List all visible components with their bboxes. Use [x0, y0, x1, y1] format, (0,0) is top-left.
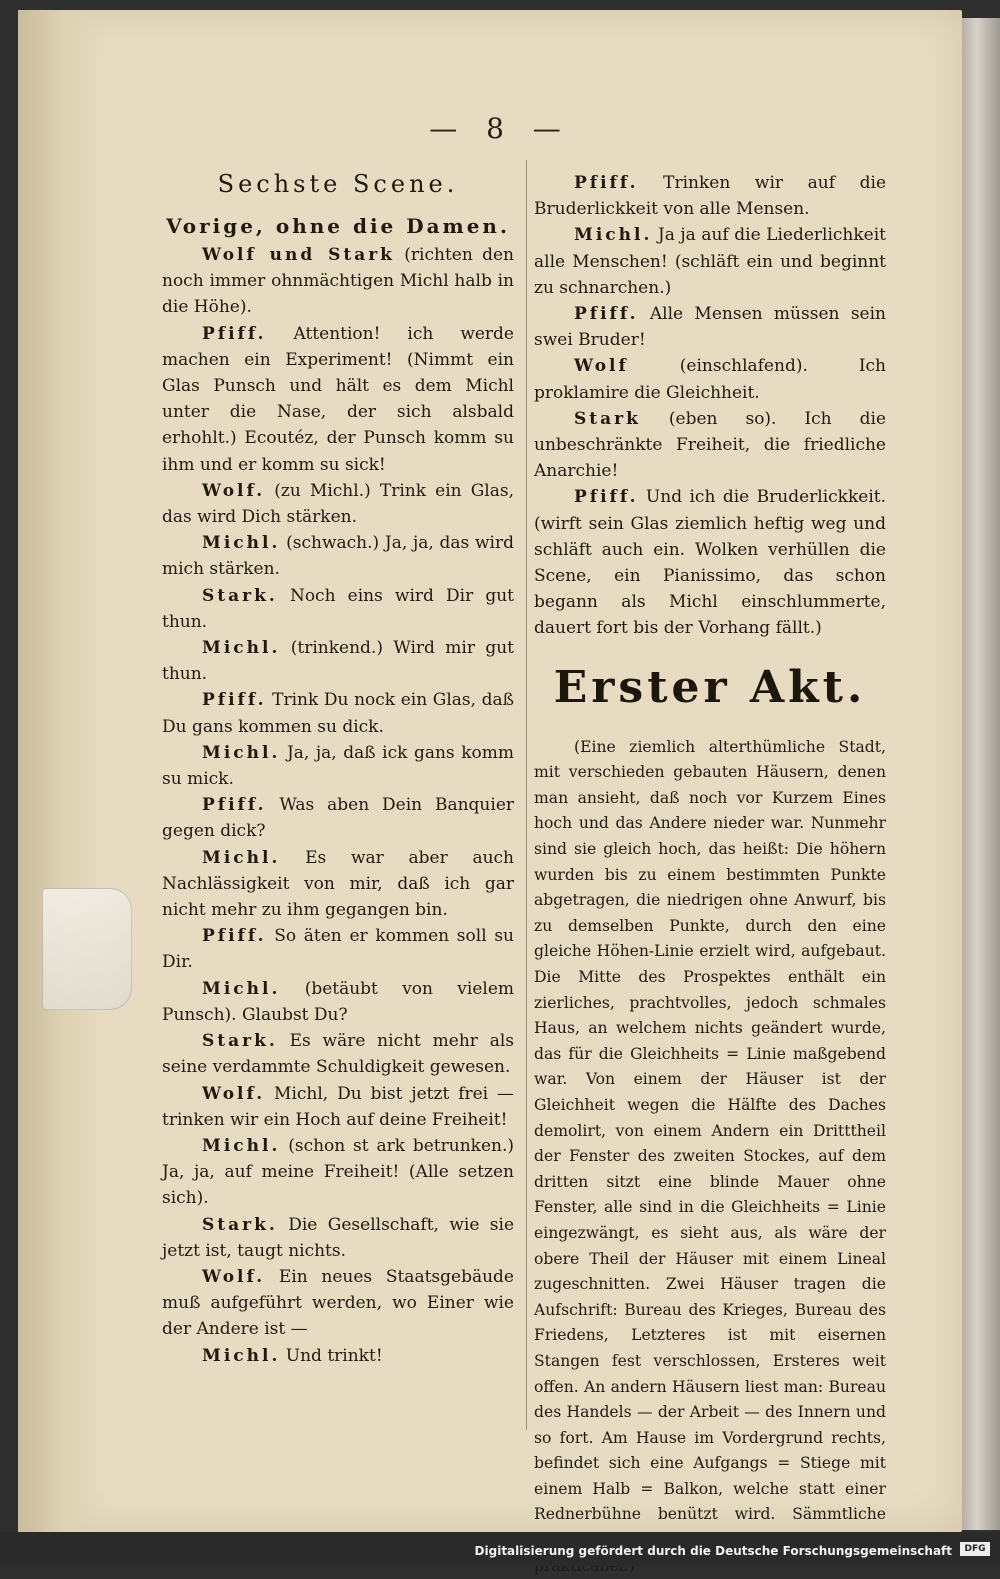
- dialogue-paragraph: [162, 792, 514, 844]
- speech-text: (zu Michl.) Trink ein Glas, das wird Dich stärken.: [162, 480, 514, 528]
- dialogue-paragraph: [162, 478, 514, 530]
- dialogue-paragraph: [162, 1028, 514, 1080]
- dialogue-paragraph: [534, 484, 886, 641]
- speech-text: Trink Du nock ein Glas, daß Du gans kommen su dick.: [162, 690, 515, 737]
- act-title: Erster Akt.: [553, 661, 867, 713]
- dialogue-paragraph: [534, 170, 886, 222]
- column-divider: [526, 160, 527, 1430]
- speaker-name: Pfiff.: [574, 173, 639, 193]
- page-clip: [42, 888, 132, 1010]
- speech-text: (schwach.) Ja, ja, das wird mich stärken.: [162, 533, 514, 580]
- speech-text: So äten er kommen soll su Dir.: [162, 926, 515, 973]
- speaker-name: Michl.: [202, 1135, 281, 1156]
- speech-text: Und ich die Bruderlickkeit. (wirft sein Glas ziemlich heftig weg und schläft auch ein. Wolken verhüllen die Scene, ein Pianissimo, das schon begann als Michl einschlummerte, dauert fort bis der Vorhang fällt.): [534, 487, 886, 639]
- dialogue-paragraph: [162, 321, 514, 478]
- speaker-name: Michl.: [202, 638, 281, 659]
- dialogue-paragraph: [162, 687, 514, 739]
- dfg-logo: DFG: [960, 1542, 990, 1556]
- speech-text: Michl, Du bist jetzt frei — trinken wir ein Hoch auf deine Freiheit!: [162, 1083, 515, 1130]
- dialogue-paragraph: [534, 406, 886, 485]
- speaker-name: Michl.: [574, 225, 653, 246]
- dialogue-paragraph: [162, 740, 514, 792]
- dialogue-paragraph: [162, 845, 514, 924]
- speaker-name: Michl.: [202, 742, 281, 763]
- dialogue-paragraph: [162, 530, 514, 582]
- speaker-name: Michl.: [202, 978, 281, 999]
- speech-text: (einschlafend). Ich proklamire die Gleichheit.: [534, 356, 887, 403]
- scene-title: Sechste Scene.: [217, 170, 459, 198]
- speaker-name: Wolf.: [202, 480, 266, 501]
- footer-bar: [0, 1532, 1000, 1566]
- right-dialogue: [534, 170, 886, 642]
- speech-text: Ein neues Staatsgebäude muß aufgeführt werden, wo Einer wie der Andere ist —: [162, 1266, 514, 1340]
- dialogue-paragraph: [162, 583, 514, 635]
- funding-note: Digitalisierung gefördert durch die Deutsche Forschungsgemeinschaft: [474, 1544, 952, 1558]
- speaker-name: Michl.: [202, 847, 281, 868]
- dialogue-paragraph: [534, 353, 886, 405]
- speech-text: Attention! ich werde machen ein Experiment! (Nimmt ein Glas Punsch und hält es dem Michl unter die Nase, der sich alsbald erhohlt.) Ecoutéz, der Punsch komm su ihm und er komm su sick!: [162, 323, 514, 475]
- speech-text: Noch eins wird Dir gut thun.: [162, 585, 515, 632]
- dialogue-paragraph: [162, 976, 514, 1028]
- speaker-name: Stark.: [202, 1031, 278, 1052]
- scene-subtitle: Vorige, ohne die Damen.: [166, 214, 510, 238]
- speech-text: (betäubt von vielem Punsch). Glaubst Du?: [162, 978, 514, 1025]
- dialogue-paragraph: [162, 242, 514, 321]
- speaker-name: Pfiff.: [202, 926, 267, 947]
- dialogue-paragraph: [162, 1264, 514, 1343]
- speaker-name: Stark: [574, 408, 641, 429]
- dialogue-paragraph: [162, 1133, 514, 1212]
- speaker-name: Wolf.: [202, 1083, 266, 1104]
- speech-text: Es wäre nicht mehr als seine verdammte Schuldigkeit gewesen.: [162, 1031, 514, 1078]
- dialogue-paragraph: [162, 923, 514, 975]
- speaker-name: Pfiff.: [202, 690, 267, 711]
- speech-text: (trinkend.) Wird mir gut thun.: [162, 638, 515, 685]
- dialogue-paragraph: [162, 1212, 514, 1264]
- stage-direction: (Eine ziemlich alterthümliche Stadt, mit verschieden gebauten Häusern, denen man ansieht, daß noch vor Kurzem Eines hoch und das Andere nieder war. Nunmehr sind sie gleich hoch, das heißt: Die höhern wurden bis zu einem bestimmten Punkte abgetragen, die niedrigen ohne Anwurf, bis zu demselben Punkte, durch den eine gleiche Höhen-Linie erzielt wird, aufgebaut. Die Mitte des Prospektes enthält ein zierliches, prachtvolles, jedoch schmales Haus, an welchem nichts geändert wurde, das für die Gleichheits = Linie maßgebend war. Von einem der Häuser ist der Gleichheit wegen die Hälfte des Daches demolirt, von einem Andern ein Dritttheil der Fenster des zweiten Stockes, auf dem dritten sitzt eine blinde Mauer ohne Fenster, alle sind in die Gleichheits = Linie eingezwängt, es sieht aus, als wäre der obere Theil der Häuser mit einem Lineal zugeschnitten. Zwei Häuser tragen die Aufschrift: Bureau des Krieges, Bureau des Friedens, Letzteres ist mit eisernen Stangen fest verschlossen, Ersteres weit offen. An andern Häusern liest man: Bureau des Handels — der Arbeit — des Innern und so fort. Am Hause im Vordergrund rechts, befindet sich eine Aufgangs = Stiege mit einem Halb = Balkon, welche statt einer Rednerbühne benützt wird. Sämmtliche: [534, 737, 886, 1524]
- speech-text: Ja, ja, daß ick gans komm su mick.: [162, 742, 514, 790]
- speaker-name: Pfiff.: [202, 323, 267, 344]
- speaker-name: Pfiff.: [202, 795, 267, 816]
- right-column: [534, 170, 886, 1579]
- speech-text: (richten den noch immer ohnmächtigen Michl halb in die Höhe).: [162, 245, 515, 318]
- dialogue-paragraph: [162, 635, 514, 687]
- left-dialogue: [162, 242, 514, 1369]
- dialogue-paragraph: [534, 222, 886, 301]
- speech-text: (eben so). Ich die unbeschränkte Freiheit, die friedliche Anarchie!: [534, 408, 887, 482]
- speech-text: Die Gesellschaft, wie sie jetzt ist, taugt nichts.: [162, 1214, 515, 1261]
- left-column: [162, 166, 514, 1369]
- speaker-name: Wolf: [574, 356, 629, 377]
- page-edge: [962, 18, 1000, 1530]
- speech-text: Ja ja auf die Liederlichkeit alle Menschen! (schläft ein und beginnt zu schnarchen.): [534, 225, 887, 298]
- page-number: — 8 —: [429, 112, 571, 145]
- speech-text: Alle Mensen müssen sein swei Bruder!: [534, 304, 886, 351]
- speaker-name: Wolf und Stark: [202, 245, 395, 265]
- speaker-name: Pfiff.: [574, 487, 639, 508]
- speaker-name: Michl.: [202, 533, 281, 554]
- speech-text: Es war aber auch Nachlässigkeit von mir, daß ich gar nicht mehr zu ihm gegangen bin.: [162, 847, 514, 921]
- speech-text: Was aben Dein Banquier gegen dick?: [162, 795, 515, 842]
- page-binding-shadow: [18, 10, 108, 1532]
- speaker-name: Pfiff.: [574, 304, 639, 325]
- speaker-name: Wolf.: [202, 1266, 266, 1287]
- dialogue-paragraph: [534, 301, 886, 353]
- speaker-name: Michl.: [202, 1345, 281, 1366]
- dialogue-paragraph: [162, 1343, 514, 1369]
- speech-text: Und trinkt!: [285, 1345, 383, 1366]
- speech-text: (schon st ark betrunken.) Ja, ja, auf meine Freiheit! (Alle setzen sich).: [162, 1135, 514, 1209]
- speaker-name: Stark.: [202, 1214, 278, 1235]
- speaker-name: Stark.: [202, 585, 278, 606]
- speech-text: Trinken wir auf die Bruderlickkeit von alle Mensen.: [534, 173, 887, 220]
- dialogue-paragraph: [162, 1081, 514, 1133]
